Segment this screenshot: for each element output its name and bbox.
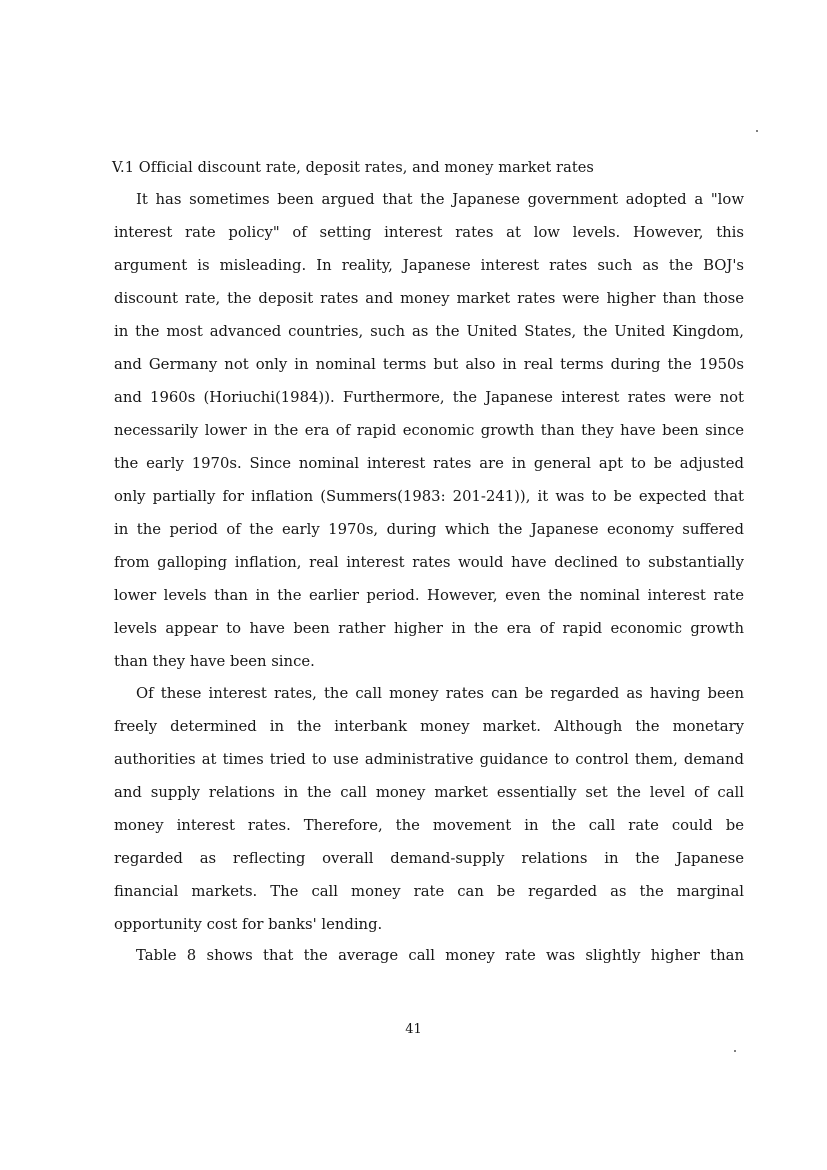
scan-speck (756, 130, 758, 132)
paragraph-2-line-1: Of these interest rates, the call money rates can be regarded as having been (136, 685, 744, 702)
paragraph-1-line-8: necessarily lower in the era of rapid economic growth than they have been since (114, 422, 744, 439)
paragraph-1-line-11: in the period of the early 1970s, during which the Japanese economy suffered (114, 521, 744, 538)
paragraph-2-line-5: money interest rates. Therefore, the movement in the call rate could be (114, 817, 744, 834)
paragraph-1-line-1: It has sometimes been argued that the Japanese government adopted a "low (136, 191, 744, 208)
paragraph-1-line-12: from galloping inflation, real interest rates would have declined to substantially (114, 554, 744, 571)
paragraph-1-line-4: discount rate, the deposit rates and money market rates were higher than those (114, 290, 744, 307)
paragraph-2-line-8: opportunity cost for banks' lending. (114, 916, 383, 933)
paragraph-1-line-3: argument is misleading. In reality, Japanese interest rates such as the BOJ's (114, 257, 744, 274)
paragraph-2-line-6: regarded as reflecting overall demand-supply relations in the Japanese (114, 850, 744, 867)
paragraph-1-line-7: and 1960s (Horiuchi(1984)). Furthermore, the Japanese interest rates were not (114, 389, 744, 406)
page-number: 41 (405, 1022, 422, 1037)
section-heading: V.1 Official discount rate, deposit rates, and money market rates (112, 160, 594, 176)
paragraph-1-line-13: lower levels than in the earlier period. However, even the nominal interest rate (114, 587, 744, 604)
paragraph-1-line-9: the early 1970s. Since nominal interest rates are in general apt to be adjusted (114, 455, 744, 472)
paragraph-1-line-14: levels appear to have been rather higher in the era of rapid economic growth (114, 620, 744, 637)
paragraph-2-line-7: financial markets. The call money rate can be regarded as the marginal (114, 883, 744, 900)
paragraph-1-line-15: than they have been since. (114, 653, 315, 670)
paragraph-1-line-6: and Germany not only in nominal terms but also in real terms during the 1950s (114, 356, 744, 373)
paragraph-2-line-4: and supply relations in the call money market essentially set the level of call (114, 784, 744, 801)
paragraph-1-line-5: in the most advanced countries, such as the United States, the United Kingdom, (114, 323, 744, 340)
paragraph-1-line-10: only partially for inflation (Summers(1983: 201-241)), it was to be expected that (114, 488, 744, 505)
paragraph-2-line-2: freely determined in the interbank money market. Although the monetary (114, 718, 744, 735)
paragraph-1-line-2: interest rate policy" of setting interest rates at low levels. However, this (114, 224, 744, 241)
paragraph-3-line-1: Table 8 shows that the average call money rate was slightly higher than (136, 947, 744, 964)
scan-speck (734, 1050, 736, 1052)
paragraph-2-line-3: authorities at times tried to use administrative guidance to control them, demand (114, 751, 744, 768)
